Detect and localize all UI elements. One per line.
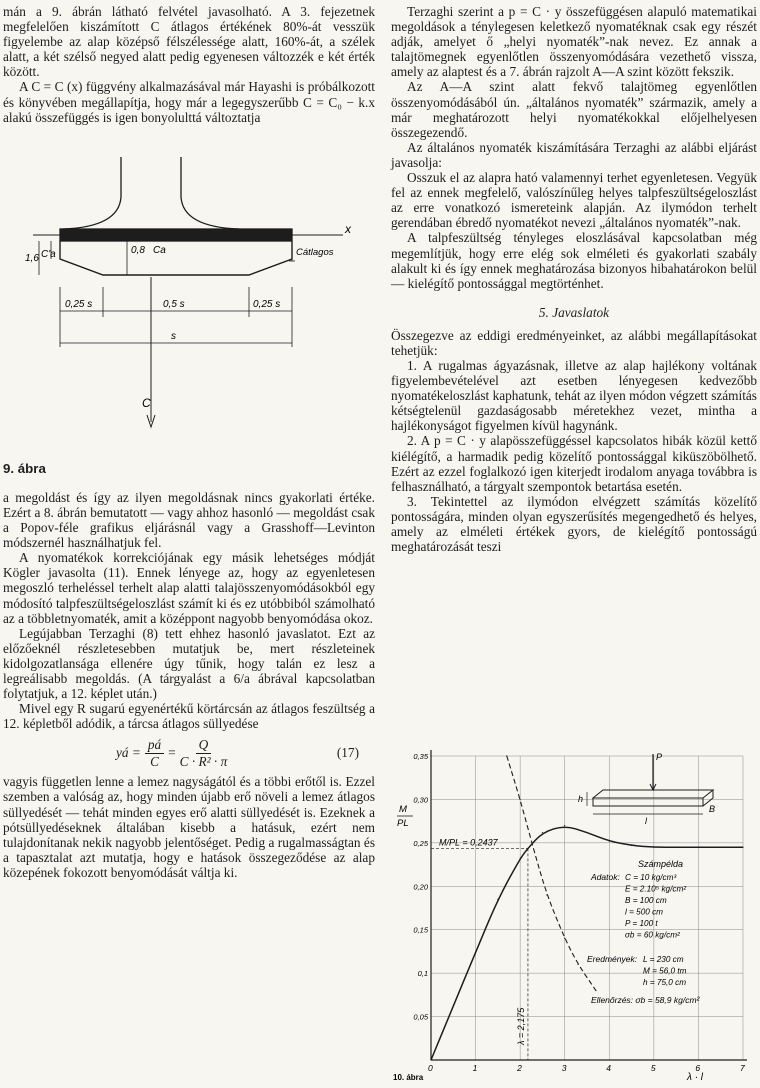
beam-b-label: B <box>709 804 716 814</box>
adatok-item: B = 100 cm <box>625 896 667 905</box>
y-tick-label: 0,35 <box>413 752 428 761</box>
left-column <box>3 4 375 880</box>
figure-10-caption: 10. ábra <box>393 1073 424 1082</box>
proposal-1: 1. A rugalmas ágyazásnak, illetve az alap hajlékony voltának figyelembevételével azt esetben lényegesen kedvezőbb nyomatékeloszlást kaphatunk, tehát az ilyen módon végzett számítás kétségtelenül gazdaságosabb méretekhez vezet, mintha a hajlékonyságot figyelmen kívül hagynánk. <box>391 357 757 434</box>
left-paragraph-3: a megoldást és így az ilyen megoldásnak nincs gyakorlati értéke. Ezért a 8. ábrán bemutatott — vagy ahhoz hasonló — megoldást csak a Popov-féle grafikus eljárásnál vagy a Grasshoff—Levinton módszernél használhatjuk fel. <box>3 489 375 551</box>
left-paragraph-5: Legújabban Terzaghi (8) tett ehhez hasonló javaslatot. Ezt az előzőeknél részletesebben mutatjuk be, mert részleteinek kidolgozatlansága ellenére úgy tűnik, hogy talán ez lesz a legreálisabb megoldás. (A tárgyalást a 6/a ábrával kapcsolatban folytatjuk, a 12. képlet után.) <box>3 625 375 702</box>
y-tick-label: 0,15 <box>413 925 428 935</box>
fig9-seg-mid: 0,5 s <box>163 298 185 310</box>
fig9-ratio-label: 0,8 <box>131 244 145 256</box>
right-paragraph-3: Az általános nyomaték kiszámítására Terzaghi az alábbi eljárást javasolja: <box>391 139 757 170</box>
formula-frac1-num: pá <box>145 737 164 754</box>
x-tick-label: 0 <box>428 1063 433 1073</box>
adatok-item: E = 2.10⁵ kg/cm² <box>625 884 687 894</box>
y-tick-label: 0,1 <box>417 969 428 979</box>
data-point <box>520 799 521 800</box>
formula-frac2-num: Q <box>196 737 212 754</box>
x-tick-label: 1 <box>472 1063 478 1073</box>
adatok-item: P = 100 t <box>625 919 658 928</box>
proposal-3: 3. Tekintettel az ilymódon elvégzett számítás közelítő pontosságára, minden olyan egyszerűsítés megengedhető és helyes, amely az elméleti értékek gyors, de kielégítő pontosságú meghatározását teszi <box>391 493 757 555</box>
beam-l-label: l <box>645 816 647 826</box>
moment-curve <box>431 827 743 1060</box>
fig9-ca-label: Ca <box>153 244 166 256</box>
adatok-item: σb = 60 kg/cm² <box>625 930 680 940</box>
fig9-x-label: x <box>345 221 351 236</box>
data-point <box>586 832 587 833</box>
fig9-span: s <box>171 330 176 342</box>
data-point <box>564 825 565 826</box>
fig9-c-prime-label: C'a <box>41 248 56 260</box>
eredmenyek-label: Eredmények: <box>587 954 638 964</box>
figure-9-caption: 9. ábra <box>3 460 46 476</box>
x-tick-label: 5 <box>650 1063 656 1073</box>
section-heading: 5. Javaslatok <box>538 304 610 320</box>
data-point <box>453 1006 454 1007</box>
data-point <box>430 1059 431 1060</box>
fig9-c-label: C <box>142 395 151 410</box>
formula-number: (17) <box>336 745 359 761</box>
peak-annotation: M/PL = 0,2437 <box>439 837 498 848</box>
data-point <box>520 858 521 859</box>
formula-lhs: yá = <box>116 745 141 761</box>
formula-frac1-den: C <box>150 753 159 769</box>
beam-sketch <box>587 754 716 814</box>
fig9-seg-left: 0,25 s <box>65 298 93 310</box>
formula-frac-1 <box>145 737 164 770</box>
data-point <box>676 847 677 848</box>
eredmenyek-item: M = 56,0 tm <box>643 966 687 976</box>
y-tick-label: 0,05 <box>413 1012 428 1022</box>
data-point <box>542 832 543 833</box>
data-point <box>475 952 476 953</box>
left-paragraph-6: Mivel egy R sugarú egyenértékű körtárcsán az átlagos feszültség a 12. képletből adódik, a tárcsa átlagos süllyedése <box>3 701 375 732</box>
y-tick-label: 0,20 <box>413 882 428 892</box>
x-tick-label: 6 <box>695 1063 701 1073</box>
beam-h-label: h <box>578 794 584 804</box>
figure-9 <box>3 137 375 477</box>
fig9-seg-right: 0,25 s <box>253 298 281 310</box>
data-point <box>609 841 610 842</box>
data-point <box>720 847 721 848</box>
right-paragraph-4: Osszuk el az alapra ható valamennyi terhet egyenletesen. Vegyük fel az ennek megfelelő, valószínűleg helyes talpfeszültségeloszlást az erre vonatkozó ismereteink alapján. Az ilymódon terhelt gerendában ébredő nyomatékot nevezi „általános nyomaték”-nak. <box>391 170 757 231</box>
figure-10-chart <box>391 740 757 1085</box>
data-point <box>653 847 654 848</box>
lambda-annotation: λ = 2,175 <box>515 1007 526 1045</box>
left-paragraph-2: A C = C (x) függvény alkalmazásával már Hayashi is próbálkozott és könyvében megállapítja, hogy már a legegyszerűbb C = C₀ − k.x alakú összefüggés is igen bonyolulttá változtatja <box>3 79 375 125</box>
data-point <box>631 845 632 846</box>
data-point <box>533 848 534 849</box>
left-paragraph-4: A nyomatékok korrekciójának egy másik lehetséges módját Kögler javasolta (11). Ennek lényege az, hogy az egyenletesen megoszló terheléssel terhelt alap alatti talajösszenyomódásokból egy módosító talpfeszültségeloszlást számít ki és ez utóbbiból számolható az a többletnyomaték, amit a középpont nagyobb benyomódása okoz. <box>3 550 375 626</box>
data-point <box>595 990 596 991</box>
right-paragraph-1: Terzaghi szerint a p = C · y összefüggésen alapuló matematikai megoldások a ténylegesen keletkező nyomatéknak csak egy részét adják, amelyet ő „helyi nyomaték”-nak nevez. Ez annak a talajtömegnek egyenlőtlen összenyomódására vezethető vissza, amely az alaptest és a 7. ábrán rajzolt A—A szint között fekszik. <box>391 4 757 80</box>
example-title: Számpélda <box>638 859 684 869</box>
formula-frac2-den: C · R² · π <box>179 753 228 769</box>
data-point <box>742 847 743 848</box>
data-point <box>506 755 507 756</box>
right-paragraph-2: Az A—A szint alatt fekvő talajtömeg egyenlőtlen összenyomódásából ún. „általános nyomaték” származik, amely a már meghatározott helyi nyomatékokkal előjelhelyesen összegezendő. <box>391 79 757 140</box>
data-point <box>497 899 498 900</box>
x-tick-label: 7 <box>740 1063 745 1073</box>
x-tick-label: 4 <box>606 1063 612 1073</box>
eredmenyek-item: h = 75,0 cm <box>643 978 687 987</box>
right-paragraph-5: A talpfeszültség tényleges eloszlásával kapcsolatban még megemlítjük, hogy erre elég sok elméleti és gyakorlati szabály alakult ki és így ennek meghatározása bizonyos hibahatárokon belül — kielégítő pontossággal megtörténhet. <box>391 230 757 291</box>
formula-eq: = <box>168 745 176 761</box>
formula-frac-2 <box>180 737 228 770</box>
left-paragraph-1: mán a 9. ábrán látható felvétel javasolható. A 3. fejezetnek megfelelően kiszámított C átlagos értékének 80%-át vesszük figyelembe az alap középső félszélessége alatt, 160%-át, a szélek alatt, a két szélső negyed alatt pedig egyenesen változzék e két érték között. <box>3 4 375 80</box>
x-tick-label: 3 <box>561 1063 567 1073</box>
data-point <box>546 894 547 895</box>
ellenorzes-text: Ellenőrzés: σb = 58,9 kg/cm² <box>591 995 700 1005</box>
adatok-label: Adatok: <box>591 872 620 882</box>
left-paragraph-7: vagyis független lenne a lemez nagyságától és a többi erőtől is. Ezzel szemben a valóság az, hogy minden újabb erő növeli a lemez átlagos süllyedését — tehát minden egyes erő alatti süllyedését is. Ezeknek a pótsüllyedéseknek általában kisebb a hatásuk, ezért nem tulajdonítanak nekik nagyobb jelentőséget. Pedig a rugalmasságtan és a tapasztalat azt mutatja, hogy e hatások összegeződése az alap közepének fokozott benyomódását váltja ki. <box>3 774 375 880</box>
proposal-intro: Összegezve az eddigi eredményeinket, az alábbi megállapításokat tehetjük: <box>391 327 757 358</box>
adatok-item: C = 10 kg/cm³ <box>625 873 677 882</box>
beam-load-label: P <box>656 752 663 762</box>
formula-17 <box>3 734 375 772</box>
data-point <box>564 938 565 939</box>
y-tick-label: 0,30 <box>413 795 428 805</box>
y-label-num: M <box>399 804 407 815</box>
eredmenyek-item: L = 230 cm <box>643 955 684 964</box>
x-tick-label: 2 <box>517 1063 522 1073</box>
data-point <box>698 847 699 848</box>
adatok-item: l = 500 cm <box>625 907 663 917</box>
y-tick-label: 0,25 <box>413 838 428 848</box>
right-column <box>391 4 757 554</box>
fig9-catlagos-label: Cátlagos <box>296 246 334 258</box>
proposal-2: 2. A p = C · y alapösszefüggéssel kapcsolatos hibák közül kettő kiélégítő, a harmadik pedig közelítő pontossággal kiküszöbölhető. Ezért az ezzel foglalkozó igen kiterjedt irodalom anyaga továbbra is felhasználható, a tárgyalt szempontok betartása esetén. <box>391 433 757 494</box>
fig9-depth-label: 1,6 <box>25 252 39 264</box>
data-point <box>577 964 578 965</box>
y-label-den: PL <box>397 818 409 829</box>
x-label: λ · l <box>687 1072 704 1083</box>
